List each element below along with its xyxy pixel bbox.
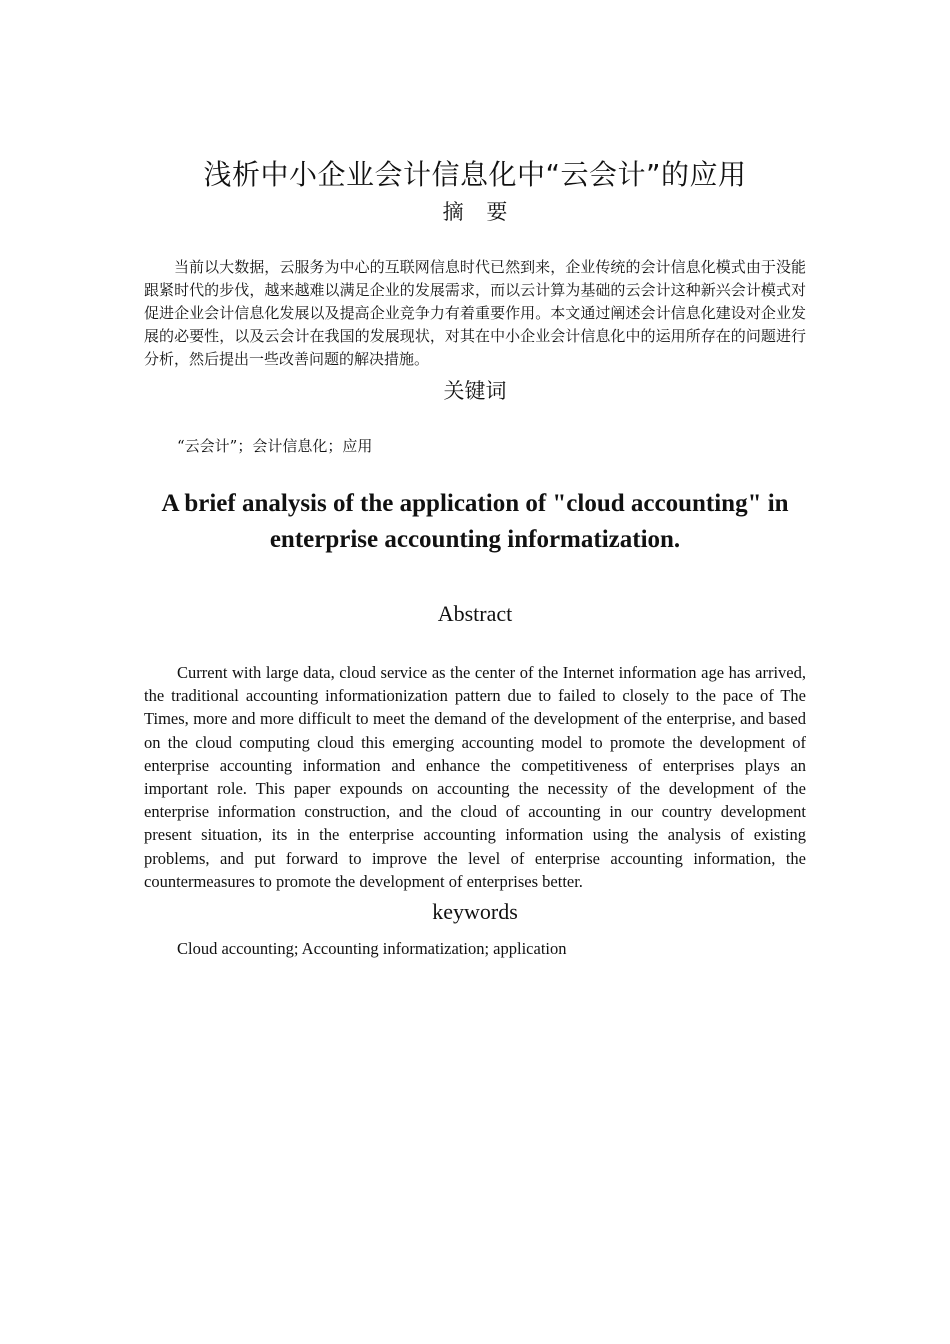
chinese-keywords-text: “云会计”；会计信息化；应用 (177, 437, 373, 455)
english-keywords-text: Cloud accounting; Accounting informatization; application (177, 939, 567, 958)
chinese-keywords-heading: 关键词 (443, 379, 507, 403)
english-title: A brief analysis of the application of "cloud accounting" in enterprise accounting informatization. (161, 490, 789, 553)
chinese-title: 浅析中小企业会计信息化中“云会计”的应用 (203, 158, 747, 191)
english-abstract-text: Current with large data, cloud service as the center of the Internet information age has arrived, the traditional accounting informationization pattern due to failed to closely to the pace of The Times, more and more difficult to meet the demand of the development of the enterprise, and based on the cloud computing cloud this emerging accounting model to promote the development of enterprise accounting information and enhance the competitiveness of enterprises plays an important role. This paper expounds on accounting the necessity of the development of the enterprise information construction, and the cloud of accounting in our country development present situation, its in the enterprise accounting information using the analysis of existing problems, and put forward to improve the level of enterprise accounting information, the countermeasures to promote the development of enterprises better. (144, 663, 806, 891)
chinese-abstract-heading: 摘 要 (442, 200, 516, 224)
english-keywords-heading: keywords (432, 899, 518, 924)
english-abstract-heading: Abstract (437, 601, 513, 626)
chinese-abstract-text: 当前以大数据，云服务为中心的互联网信息时代已然到来，企业传统的会计信息化模式由于没能跟紧时代的步伐，越来越难以满足企业的发展需求，而以云计算为基础的云会计这种新兴会计模式对促进企业会计信息化发展以及提高企业竞争力有着重要作用。本文通过阐述会计信息化建设对企业发展的必要性，以及云会计在我国的发展现状，对其在中小企业会计信息化中的运用所存在的问题进行分析，然后提出一些改善问题的解决措施。 (144, 258, 806, 368)
